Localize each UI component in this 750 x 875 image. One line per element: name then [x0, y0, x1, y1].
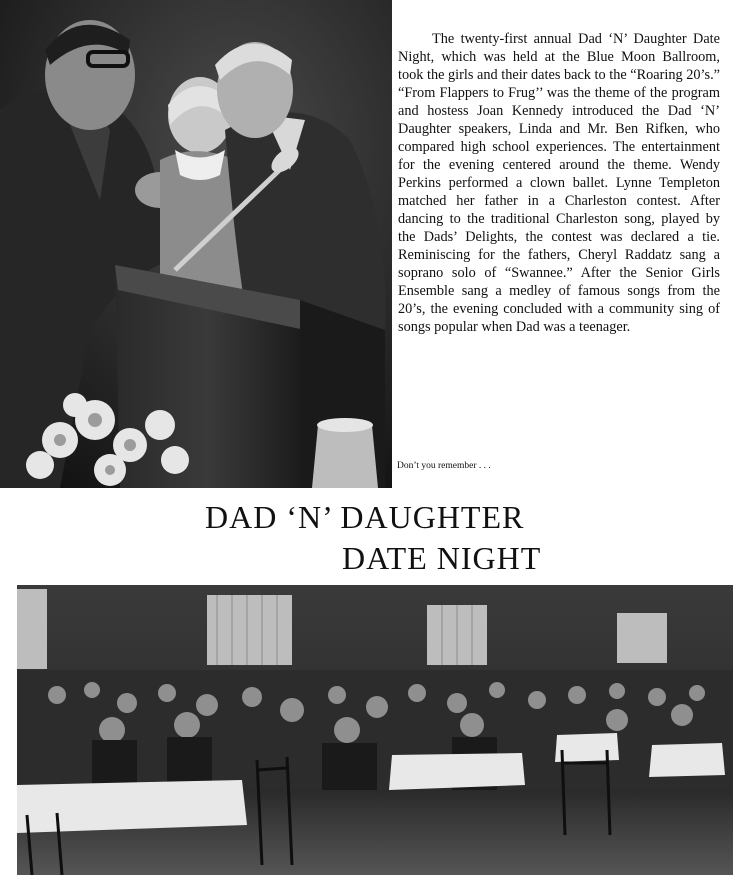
banquet-photo-image: [17, 585, 733, 875]
podium-photo-image: [0, 0, 392, 488]
banquet-photo: [17, 585, 733, 875]
photo-caption: Don’t you remember . . .: [397, 461, 491, 471]
headline-line-2: DATE NIGHT: [342, 540, 542, 576]
article-paragraph: The twenty-first annual Dad ‘N’ Daughter Date Night, which was held at the Blue Moon Ballroom, took the girls and their dates back to the “Roaring 20’s.” “From Flappers to Frug’’ was the theme of the program and hostess Joan Kennedy introduced the Dad ‘N’ Daughter speakers, Linda and Mr. Ben Rifken, who compared high school experiences. The entertainment for the evening centered around the theme. Wendy Perkins performed a clown ballet. Lynne Templeton matched her father in a Charleston contest. After dancing to the traditional Charleston song, played by the Dads’ Delights, the contest was declared a tie. Reminiscing for the fathers, Cheryl Raddatz sang a soprano solo of “Swannee.” After the Senior Girls Ensemble sang a medley of famous songs from the 20’s, the evening concluded with a community sing of songs popular when Dad was a teenager.: [398, 31, 720, 335]
podium-photo: [0, 0, 392, 488]
headline-line-1: DAD ‘N’ DAUGHTER: [205, 499, 525, 535]
